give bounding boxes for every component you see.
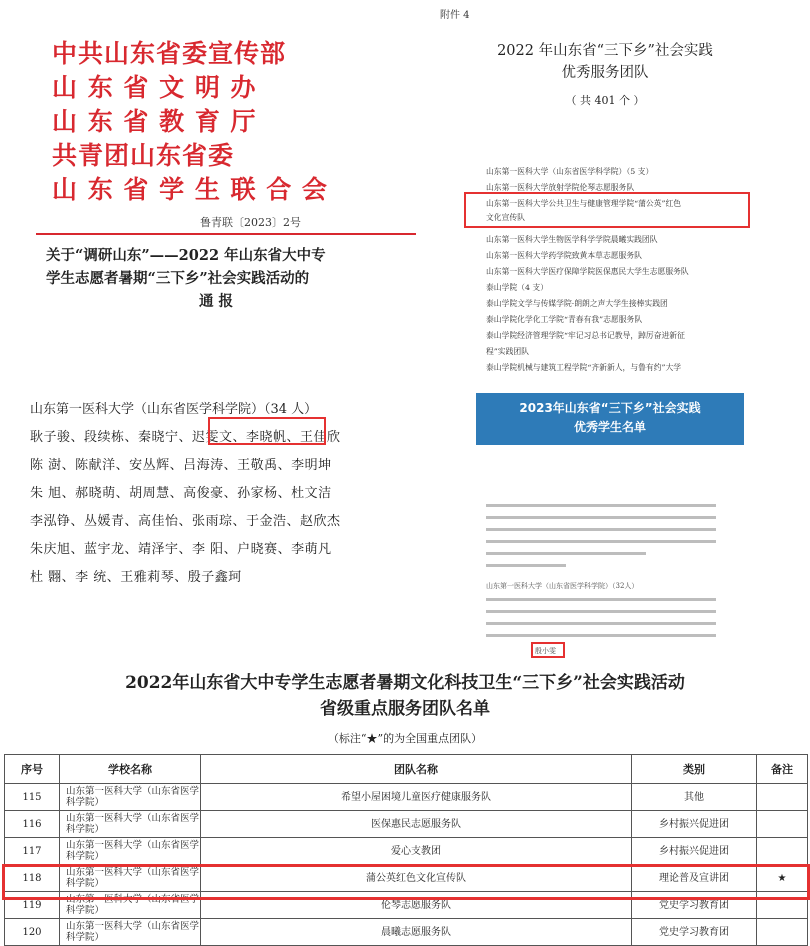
cell-category: 乡村振兴促进团	[632, 811, 757, 838]
student-highlight-box	[531, 642, 565, 658]
org-name-3: 山 东 省 教 育 厅	[52, 107, 257, 136]
cell-school: 山东第一医科大学（山东省医学科学院）	[60, 811, 201, 838]
student-list-school: 山东第一医科大学（山东省医学科学院）（34 人）	[30, 402, 318, 417]
outstanding-students-banner	[476, 393, 744, 445]
blurred-name-block	[486, 594, 726, 644]
team-item: 文化宣传队	[486, 213, 525, 222]
annex-title	[470, 40, 740, 84]
team-item: 山东第一医科大学生物医学科学学院晨曦实践团队	[486, 235, 658, 244]
blurred-name-block	[486, 500, 726, 570]
cell-team: 蒲公英红色文化宣传队	[201, 865, 632, 892]
names-highlight-box	[208, 417, 326, 445]
team-item: 泰山学院文学与传媒学院·朗朗之声大学生接棒实践团	[486, 299, 668, 308]
team-item: 泰山学院（4 支）	[486, 283, 549, 292]
cell-note: ★	[757, 865, 808, 892]
team-highlight-box	[464, 192, 750, 228]
team-item: 山东第一医科大学药学院致黄本草志愿服务队	[486, 251, 642, 260]
table-row	[5, 811, 808, 838]
cell-number: 115	[5, 784, 60, 811]
team-item: 山东第一医科大学（山东省医学科学院）（5 支）	[486, 167, 654, 176]
cell-school: 山东第一医科大学（山东省医学科学院）	[60, 865, 201, 892]
cell-school: 山东第一医科大学（山东省医学科学院）	[60, 838, 201, 865]
cell-note	[757, 784, 808, 811]
cell-category: 党史学习教育团	[632, 892, 757, 919]
banner-line-1: 2023年山东省“三下乡”社会实践	[519, 401, 701, 415]
cell-number: 116	[5, 811, 60, 838]
cell-school: 山东第一医科大学（山东省医学科学院）	[60, 892, 201, 919]
header-note: 备注	[757, 755, 808, 784]
highlighted-student-name: 殷小雯	[535, 647, 556, 655]
blurred-text-placeholder	[486, 594, 726, 644]
org-name-5: 山 东 省 学 生 联 合 会	[52, 175, 328, 204]
notice-title	[46, 244, 386, 313]
key-teams-title	[0, 670, 810, 722]
banner-line-2: 优秀学生名单	[573, 420, 646, 434]
team-item: 程”实践团队	[486, 347, 529, 356]
header-category: 类别	[632, 755, 757, 784]
org-name-4: 共青团山东省委	[52, 141, 235, 170]
document-number: 鲁青联〔2023〕2号	[200, 216, 301, 229]
row-118-highlight-box	[2, 864, 810, 900]
team-item: 山东第一医科大学放射学院伦琴志愿服务队	[486, 183, 635, 192]
notice-title-line-2: 学生志愿者暑期“三下乡”社会实践活动的	[46, 270, 310, 287]
cell-category: 党史学习教育团	[632, 919, 757, 946]
cell-category: 理论普及宣讲团	[632, 865, 757, 892]
key-teams-table	[4, 754, 808, 946]
org-name-2: 山 东 省 文 明 办	[52, 73, 257, 102]
table-row	[5, 919, 808, 946]
header-school: 学校名称	[60, 755, 201, 784]
student-row-4: 李泓铮、丛媛青、高佳怡、张雨琮、于金浩、赵欣杰	[30, 514, 341, 529]
key-teams-title-line-2: 省级重点服务团队名单	[320, 699, 490, 719]
annex-team-count: （ 共 401 个 ）	[565, 94, 645, 107]
student-row-1: 耿子骏、段续栋、秦晓宁、迟雯文、李晓帆、王佳欣	[30, 430, 341, 445]
student-school-label: 山东第一医科大学（山东省医学科学院）（32人）	[486, 582, 639, 590]
student-row-2: 陈 澍、陈献洋、安丛辉、吕海涛、王敬禹、李明坤	[30, 458, 332, 473]
cell-number: 119	[5, 892, 60, 919]
student-row-3: 朱 旭、郝晓萌、胡周慧、高俊豪、孙家杨、杜文洁	[30, 486, 332, 501]
team-item: 山东第一医科大学公共卫生与健康管理学院“蒲公英”红色	[486, 199, 682, 208]
team-item: 泰山学院机械与建筑工程学院“齐新新人，与鲁有约”大学	[486, 363, 682, 372]
cell-school: 山东第一医科大学（山东省医学科学院）	[60, 784, 201, 811]
cell-note	[757, 811, 808, 838]
cell-number: 118	[5, 865, 60, 892]
student-row-6: 杜 翾、李 统、王雅莉琴、殷子鑫珂	[30, 570, 242, 585]
annex-title-line-2: 优秀服务团队	[561, 65, 649, 81]
cell-number: 117	[5, 838, 60, 865]
cell-team: 爱心支教团	[201, 838, 632, 865]
blurred-text-placeholder	[486, 500, 726, 570]
table-row	[5, 784, 808, 811]
table-row	[5, 838, 808, 865]
org-name-1: 中共山东省委宣传部	[52, 39, 287, 68]
cell-school: 山东第一医科大学（山东省医学科学院）	[60, 919, 201, 946]
notice-title-line-3: 通 报	[198, 293, 234, 310]
national-key-note: （标注“★”的为全国重点团队）	[327, 732, 483, 745]
team-item: 泰山学院经济管理学院“牢记习总书记教导，踔厉奋进新征	[486, 331, 685, 340]
cell-number: 120	[5, 919, 60, 946]
attachment-label: 附件 4	[440, 10, 470, 21]
header-number: 序号	[5, 755, 60, 784]
header-team: 团队名称	[201, 755, 632, 784]
red-divider	[36, 233, 416, 235]
table-header-row	[5, 755, 808, 784]
team-item: 泰山学院化学化工学院“青春有我”志愿服务队	[486, 315, 643, 324]
cell-team: 希望小屋困境儿童医疗健康服务队	[201, 784, 632, 811]
annex-title-line-1: 2022 年山东省“三下乡”社会实践	[497, 43, 713, 59]
notice-title-line-1: 关于“调研山东”——2022 年山东省大中专	[46, 247, 326, 264]
cell-team: 伦琴志愿服务队	[201, 892, 632, 919]
cell-note	[757, 919, 808, 946]
team-item: 山东第一医科大学医疗保障学院医保惠民大学生志愿服务队	[486, 267, 689, 276]
cell-note	[757, 838, 808, 865]
cell-category: 乡村振兴促进团	[632, 838, 757, 865]
cell-team: 晨曦志愿服务队	[201, 919, 632, 946]
student-row-5: 朱庆旭、蓝宇龙、靖泽宇、李 阳、户晓赛、李萌凡	[30, 542, 332, 557]
cell-category: 其他	[632, 784, 757, 811]
cell-team: 医保惠民志愿服务队	[201, 811, 632, 838]
key-teams-title-line-1: 2022年山东省大中专学生志愿者暑期文化科技卫生“三下乡”社会实践活动	[125, 673, 685, 693]
